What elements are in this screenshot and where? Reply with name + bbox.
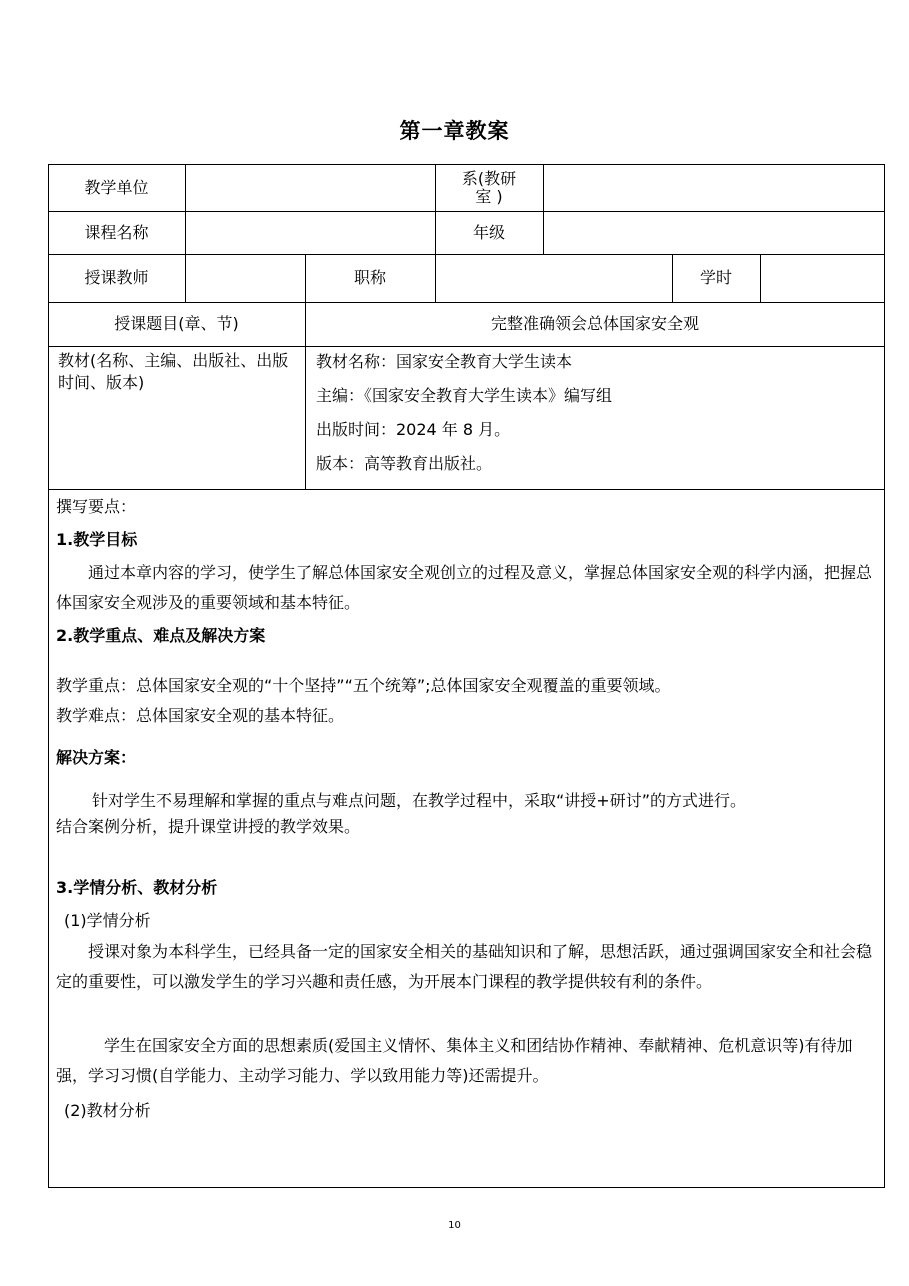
dept-label-line2: 室 ): [475, 186, 503, 206]
student-quality-paragraph: 学生在国家安全方面的思想素质(爱国主义情怀、集体主义和团结协作精神、奉献精神、危机意识等)有待加强，学习习惯(自学能力、主动学习能力、学以致用能力等)还需提升。: [56, 1036, 853, 1085]
page-number: 10: [448, 1220, 461, 1231]
rank-label: 职称: [353, 268, 386, 287]
col-divider: [760, 254, 761, 302]
dept-label-line1: 系(教研: [461, 168, 517, 188]
col-divider: [435, 254, 436, 302]
student-analysis-heading: (1)学情分析: [64, 911, 151, 930]
student-analysis-paragraph: 授课对象为本科学生，已经具备一定的国家安全相关的基础知识和了解，思想活跃，通过强调国家安全和社会稳定的重要性，可以激发学生的学习兴趣和责任感，为开展本门课程的教学提供较有利的条件。: [56, 942, 873, 991]
col-divider: [185, 164, 186, 254]
hours-label: 学时: [699, 268, 732, 287]
teacher-label: 授课教师: [84, 268, 149, 287]
dept-label: [435, 164, 543, 211]
textbook-date: 出版时间：2024 年 8 月。: [316, 420, 511, 439]
teaching-difficulty: 教学难点：总体国家安全观的基本特征。: [56, 706, 345, 725]
col-divider: [185, 254, 186, 302]
teaching-focus: 教学重点：总体国家安全观的“十个坚持”“五个统筹”;总体国家安全观覆盖的重要领域。: [56, 676, 671, 695]
grade-label: 年级: [472, 222, 505, 242]
textbook-editor: 主编：《国家安全教育大学生读本》编写组: [316, 386, 613, 405]
topic-value: 完整准确领会总体国家安全观: [490, 314, 699, 333]
row-divider: [48, 489, 885, 490]
unit-label: 教学单位: [84, 177, 149, 197]
solution-line2: 结合案例分析，提升课堂讲授的教学效果。: [56, 817, 361, 836]
textbook-name: 教材名称：国家安全教育大学生读本: [316, 352, 573, 371]
page-title: 第一章教案: [399, 119, 510, 143]
goals-paragraph: 通过本章内容的学习，使学生了解总体国家安全观创立的过程及意义，掌握总体国家安全观的科学内涵，把握总体国家安全观涉及的重要领域和基本特征。: [56, 563, 873, 612]
row-divider: [48, 346, 885, 347]
topic-label: 授课题目(章、节): [114, 314, 239, 333]
textbook-edition: 版本：高等教育出版社。: [316, 454, 493, 473]
section-heading-focus: 2.教学重点、难点及解决方案: [56, 626, 266, 645]
section-heading-goals: 1.教学目标: [56, 530, 138, 549]
col-divider: [543, 164, 544, 254]
key-points-label: 撰写要点：: [56, 497, 137, 516]
solution-line1: 针对学生不易理解和掌握的重点与难点问题，在教学过程中，采取“讲授+研讨”的方式进行。: [92, 791, 746, 810]
solution-heading: 解决方案：: [56, 748, 137, 767]
textbook-label: 教材(名称、主编、出版社、出版时间、版本): [58, 351, 289, 392]
section-heading-analysis: 3.学情分析、教材分析: [56, 878, 218, 897]
textbook-analysis-heading: (2)教材分析: [64, 1101, 151, 1120]
course-label: 课程名称: [84, 222, 149, 242]
